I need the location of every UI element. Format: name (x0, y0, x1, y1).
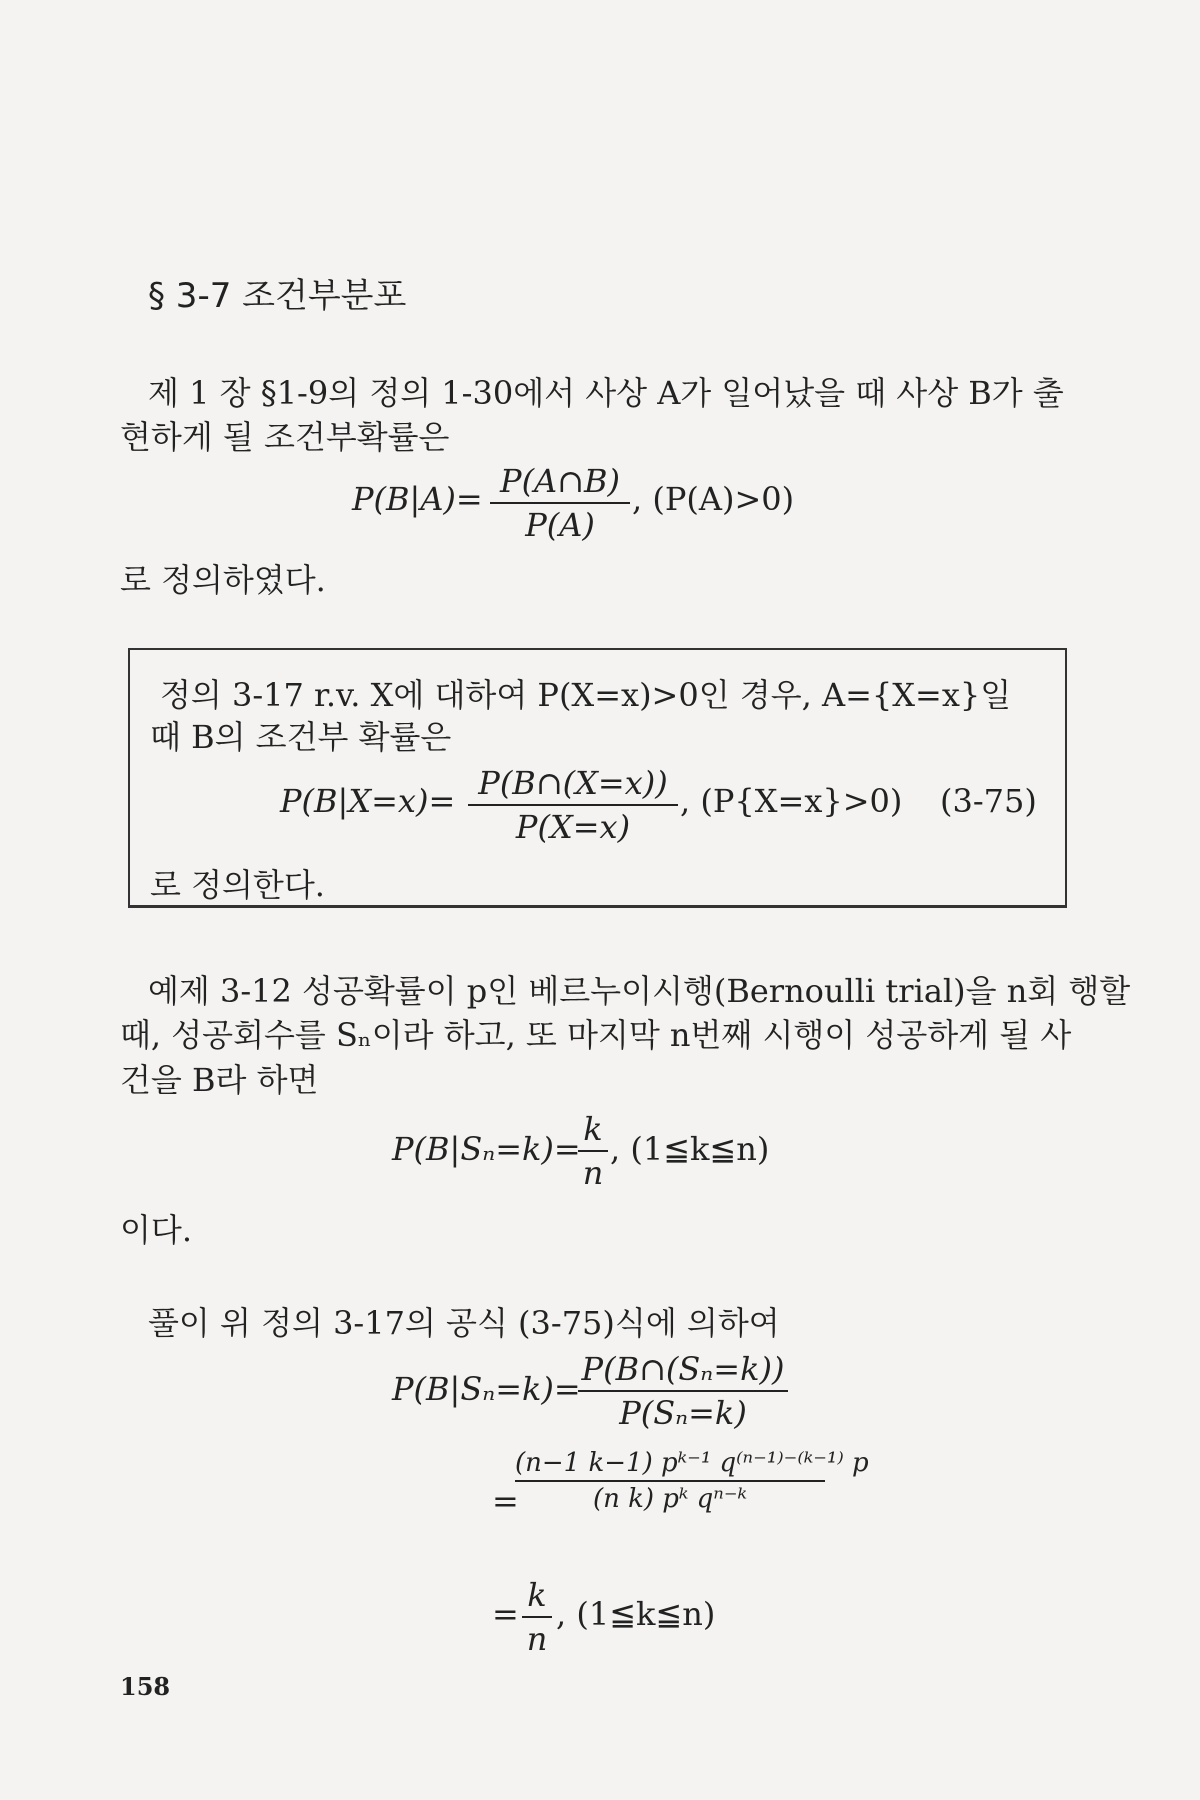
solution-fraction-1-denominator: P(Sₙ=k) (619, 1394, 747, 1432)
solution-fraction-2 (515, 1448, 869, 1514)
intro-line-2: 현하게 될 조건부확률은 (120, 418, 450, 456)
intro-formula-lhs: P(B|A)= (352, 480, 483, 518)
definition-formula-lhs: P(B|X=x)= (280, 782, 456, 820)
intro-line-1: 제 1 장 §1-9의 정의 1-30에서 사상 A가 일어났을 때 사상 B가 출 (148, 374, 1064, 412)
intro-line-3: 로 정의하였다. (120, 561, 326, 599)
example-fraction-numerator: k (583, 1110, 603, 1148)
example-line-4: 이다. (120, 1211, 192, 1249)
definition-line-2: 때 B의 조건부 확률은 (150, 718, 452, 756)
intro-fraction-numerator: P(A∩B) (500, 462, 620, 500)
solution-formula-3-equals: = (492, 1595, 519, 1633)
definition-fraction (468, 764, 678, 846)
example-line-3: 건을 B라 하면 (120, 1061, 319, 1099)
solution-formula-1-lhs: P(B|Sₙ=k)= (392, 1370, 581, 1408)
definition-fraction-numerator: P(B∩(X=x)) (478, 764, 668, 802)
intro-formula-condition: , (P(A)>0) (632, 480, 795, 518)
page-number: 158 (120, 1672, 171, 1701)
example-fraction-denominator: n (582, 1154, 604, 1192)
solution-formula-2-equals: = (492, 1482, 519, 1520)
definition-line-1: 정의 3-17 r.v. X에 대하여 P(X=x)>0인 경우, A={X=x}일 (160, 676, 1012, 714)
section-title: § 3-7 조건부분포 (148, 276, 407, 316)
example-line-2: 때, 성공회수를 Sₙ이라 하고, 또 마지막 n번째 시행이 성공하게 될 사 (120, 1016, 1072, 1054)
definition-formula-condition: , (P{X=x}>0) (680, 782, 903, 820)
solution-fraction-3-denominator: n (526, 1620, 548, 1658)
definition-fraction-denominator: P(X=x) (515, 808, 631, 846)
solution-fraction-2-numerator: (n−1 k−1) pᵏ⁻¹ q⁽ⁿ⁻¹⁾⁻⁽ᵏ⁻¹⁾ p (515, 1448, 869, 1478)
example-line-1: 예제 3-12 성공확률이 p인 베르누이시행(Bernoulli trial)을 n회 행할 (148, 972, 1131, 1010)
solution-fraction-3-numerator: k (527, 1576, 547, 1614)
solution-fraction-2-denominator: (n k) pᵏ qⁿ⁻ᵏ (592, 1484, 748, 1514)
solution-formula-3-condition: , (1≦k≦n) (556, 1595, 716, 1633)
example-formula-lhs: P(B|Sₙ=k)= (392, 1130, 581, 1168)
solution-fraction-3 (522, 1576, 552, 1658)
example-formula-condition: , (1≦k≦n) (610, 1130, 770, 1168)
example-fraction (578, 1110, 608, 1192)
equation-number: (3-75) (940, 782, 1037, 820)
definition-line-3: 로 정의한다. (150, 866, 325, 904)
solution-fraction-1 (578, 1350, 788, 1432)
solution-fraction-1-numerator: P(B∩(Sₙ=k)) (581, 1350, 785, 1388)
intro-fraction-denominator: P(A) (525, 506, 595, 544)
intro-fraction (490, 462, 630, 544)
solution-line-1: 풀이 위 정의 3-17의 공식 (3-75)식에 의하여 (148, 1304, 780, 1342)
